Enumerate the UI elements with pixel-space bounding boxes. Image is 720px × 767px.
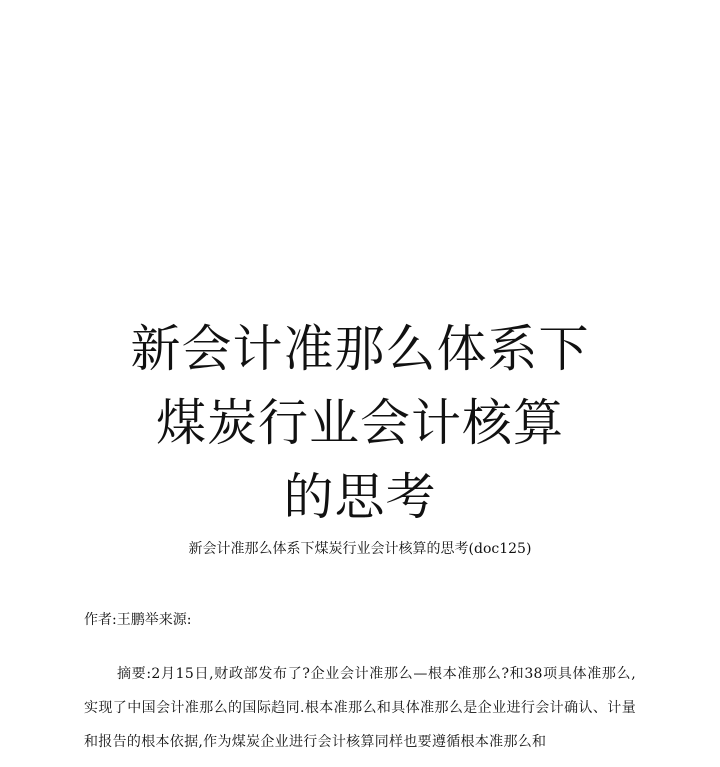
title-line-1: 新会计准那么体系下 <box>130 320 590 378</box>
document-subtitle: 新会计准那么体系下煤炭行业会计核算的思考(doc125) <box>188 541 532 557</box>
title-line-3: 的思考 <box>283 468 437 526</box>
abstract-paragraph: 摘要:2月15日,财政部发布了?企业会计准那么—根本准那么?和38项具体准那么,实现了中国会计准那么的国际趋同.根本准那么和具体准那么是企业进行会计确认、计量和报告的根本依据,作为煤炭企业进行会计核算同样也要遵循根本准那么和 <box>84 666 636 750</box>
title-line-2: 煤炭行业会计核算 <box>156 394 564 452</box>
document-title <box>0 312 720 534</box>
author-line: 作者:王鹏举来源: <box>84 612 192 628</box>
